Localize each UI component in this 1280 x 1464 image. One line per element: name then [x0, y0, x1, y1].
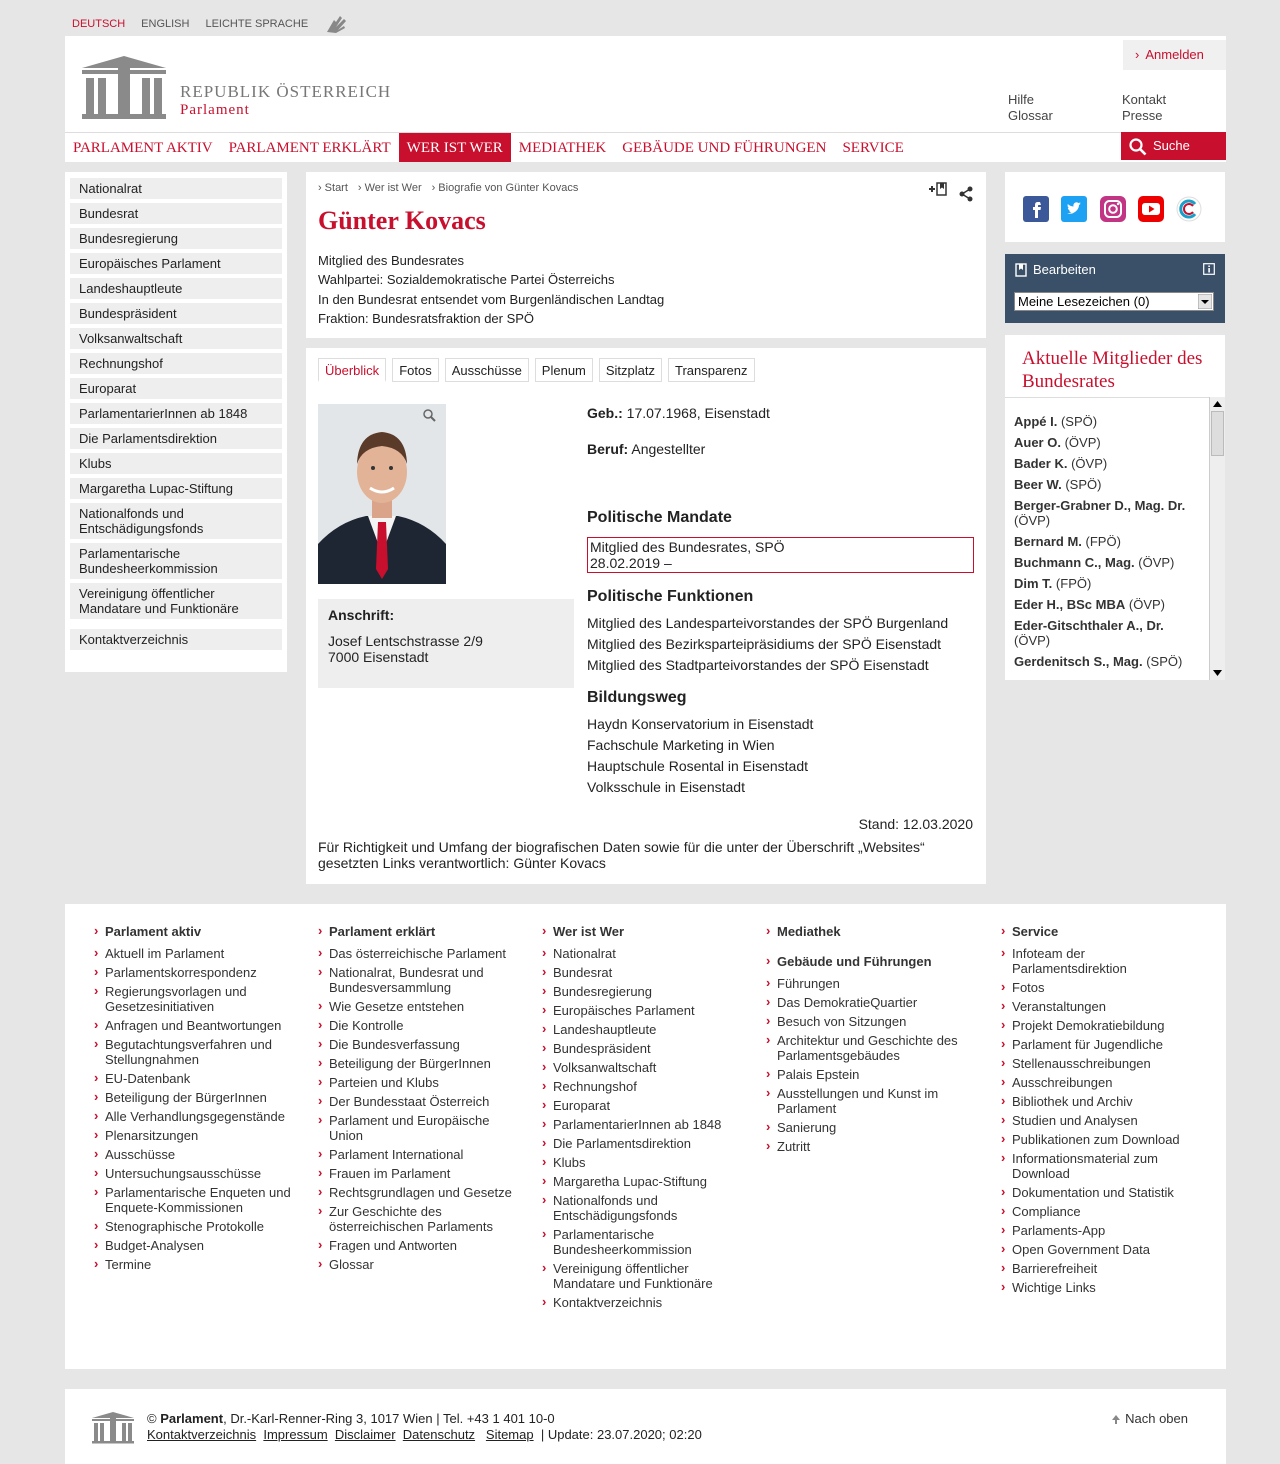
zoom-icon[interactable] — [422, 408, 436, 422]
footer-sitemap — [65, 904, 1226, 1369]
footer-link[interactable]: › Rechnungshof — [541, 1079, 741, 1094]
footer-link[interactable]: › Führungen — [765, 976, 965, 991]
lang-easy-link[interactable]: LEICHTE SPRACHE — [205, 18, 309, 30]
page-footer — [65, 1389, 1226, 1464]
leftnav-item[interactable]: Europäisches Parlament — [70, 253, 282, 274]
footer-link[interactable]: › Kontaktverzeichnis — [541, 1295, 741, 1310]
footer-link[interactable]: › Architektur und Geschichte des Parlamentsgebäudes — [765, 1033, 965, 1063]
bookmarks-select[interactable] — [1014, 292, 1214, 311]
footer-link[interactable]: › Regierungsvorlagen und Gesetzesinitiativen — [93, 984, 293, 1014]
youtube-icon[interactable] — [1138, 196, 1164, 222]
twitter-icon[interactable] — [1061, 196, 1087, 222]
nav-wer-ist-wer[interactable]: WER IST WER — [399, 133, 511, 162]
logo-parliament-text: Parlament — [180, 102, 250, 118]
members-panel — [1005, 335, 1225, 680]
parliament-logo[interactable] — [80, 54, 168, 120]
footer-link[interactable]: › Parlaments-App — [1000, 1223, 1200, 1238]
footer-link[interactable]: › Europarat — [541, 1098, 741, 1113]
person-party: Wahlpartei: Sozialdemokratische Partei Österreichs — [318, 272, 615, 287]
member-item[interactable]: Berger-Grabner D., Mag. Dr. (ÖVP) — [1014, 498, 1186, 528]
member-item[interactable]: Beer W. (SPÖ) — [1014, 477, 1102, 492]
footer-link[interactable]: › Zutritt — [765, 1139, 965, 1154]
mandate-line1: Mitglied des Bundesrates, SPÖ — [590, 539, 785, 555]
footer-link[interactable]: › Projekt Demokratiebildung — [1000, 1018, 1200, 1033]
leftnav-item[interactable]: Vereinigung öffentlicher Mandatare und Funktionäre — [70, 583, 282, 619]
nav-parlament-aktiv[interactable]: PARLAMENT AKTIV — [73, 140, 213, 156]
language-bar — [72, 14, 348, 34]
footer-link[interactable]: › Parlament für Jugendliche — [1000, 1037, 1200, 1052]
footer-link[interactable]: › Infoteam der Parlamentsdirektion — [1000, 946, 1200, 976]
footer-link-kontakt[interactable]: Kontaktverzeichnis — [147, 1427, 257, 1442]
footer-link[interactable]: › Nationalfonds und Entschädigungsfonds — [541, 1193, 741, 1223]
footer-link[interactable]: › Zur Geschichte des österreichischen Parlaments — [317, 1204, 517, 1234]
footer-link[interactable]: › Volksanwaltschaft — [541, 1060, 741, 1075]
leftnav-item[interactable]: Kontaktverzeichnis — [70, 629, 282, 650]
breadcrumb-wer-ist-wer[interactable]: › Wer ist Wer — [358, 182, 422, 194]
footer-link[interactable]: › Nationalrat, Bundesrat und Bundesversammlung — [317, 965, 517, 995]
footer-link[interactable]: › Informationsmaterial zum Download — [1000, 1151, 1200, 1181]
footer-link[interactable]: › Plenarsitzungen — [93, 1128, 293, 1143]
social-media-box — [1005, 172, 1225, 242]
footer-col-parlament-aktiv — [93, 924, 293, 1276]
member-item[interactable]: Eder H., BSc MBA (ÖVP) — [1014, 597, 1165, 612]
footer-link[interactable]: › Budget-Analysen — [93, 1238, 293, 1253]
stand-date: Stand: 12.03.2020 — [858, 816, 973, 832]
footer-link[interactable]: › Stellenausschreibungen — [1000, 1056, 1200, 1071]
footer-link[interactable]: › EU-Datenbank — [93, 1071, 293, 1086]
mandates-heading: Politische Mandate — [587, 509, 732, 526]
function-item: Mitglied des Landesparteivorstandes der SPÖ Burgenland — [587, 615, 949, 631]
scroll-down-icon[interactable] — [1212, 668, 1223, 678]
parliament-app-icon[interactable] — [1176, 196, 1202, 222]
address-street: Josef Lentschstrasse 2/9 — [328, 633, 483, 649]
footer-col-parlament-erklaert — [317, 924, 517, 1276]
footer-link-impressum[interactable]: Impressum — [263, 1427, 328, 1442]
education-heading: Bildungsweg — [587, 689, 687, 706]
member-item[interactable]: Bader K. (ÖVP) — [1014, 456, 1108, 471]
footer-link[interactable]: › Parlament International — [317, 1147, 517, 1162]
footer-link[interactable]: › Open Government Data — [1000, 1242, 1200, 1257]
leftnav-item[interactable]: Volksanwaltschaft — [70, 328, 282, 349]
function-item: Mitglied des Stadtparteivorstandes der SPÖ Eisenstadt — [587, 657, 929, 673]
leftnav-item[interactable]: ParlamentarierInnen ab 1848 — [70, 403, 282, 424]
birth-info — [587, 405, 770, 421]
nav-parlament-erklaert[interactable]: PARLAMENT ERKLÄRT — [228, 140, 391, 156]
nav-gebaeude[interactable]: GEBÄUDE UND FÜHRUNGEN — [622, 140, 827, 156]
member-item[interactable]: Appé I. (SPÖ) — [1014, 414, 1098, 429]
parliament-small-logo[interactable] — [91, 1411, 135, 1444]
footer-link[interactable]: › Glossar — [317, 1257, 517, 1272]
address-label: Anschrift: — [328, 607, 395, 623]
members-title: Aktuelle Mitglieder des Bundesrates — [1022, 348, 1203, 392]
footer-heading[interactable]: › Wer ist Wer — [541, 924, 741, 939]
share-icon[interactable] — [958, 186, 974, 202]
footer-link[interactable]: › Barrierefreiheit — [1000, 1261, 1200, 1276]
footer-link[interactable]: › Besuch von Sitzungen — [765, 1014, 965, 1029]
page-title: Günter Kovacs — [318, 206, 486, 235]
footer-link[interactable]: › Fragen und Antworten — [317, 1238, 517, 1253]
arrow-up-icon — [1111, 1413, 1121, 1425]
leftnav-item[interactable]: Nationalrat — [70, 178, 282, 199]
footer-link[interactable]: › Dokumentation und Statistik — [1000, 1185, 1200, 1200]
leftnav-item[interactable]: Bundesregierung — [70, 228, 282, 249]
main-navigation — [65, 132, 1226, 162]
footer-link[interactable]: › Klubs — [541, 1155, 741, 1170]
footer-link[interactable]: › Ausschüsse — [93, 1147, 293, 1162]
member-item[interactable]: Bernard M. (FPÖ) — [1014, 534, 1121, 549]
members-list[interactable] — [1005, 397, 1225, 680]
address-box — [318, 599, 574, 688]
footer-link[interactable]: › Die Bundesverfassung — [317, 1037, 517, 1052]
leftnav-item[interactable]: Landeshauptleute — [70, 278, 282, 299]
footer-link[interactable]: › Vereinigung öffentlicher Mandatare und Funktionäre — [541, 1261, 741, 1291]
footer-heading[interactable]: › Mediathek — [765, 924, 965, 939]
portrait-image — [318, 404, 446, 584]
leftnav-item[interactable]: Die Parlamentsdirektion — [70, 428, 282, 449]
footer-link[interactable]: › Das österreichische Parlament — [317, 946, 517, 961]
members-scrollbar[interactable] — [1209, 397, 1225, 680]
tab-plenum[interactable]: Plenum — [535, 358, 593, 382]
footer-link-datenschutz[interactable]: Datenschutz — [402, 1427, 476, 1442]
bookmarks-panel — [1005, 254, 1225, 323]
sign-language-icon[interactable] — [324, 14, 348, 34]
footer-link[interactable]: › Aktuell im Parlament — [93, 946, 293, 961]
footer-address: , Dr.-Karl-Renner-Ring 3, 1017 Wien | Tel. +43 1 401 10-0 — [223, 1411, 555, 1426]
bookmark-add-icon[interactable] — [928, 180, 948, 198]
press-link[interactable]: Presse — [1122, 108, 1163, 123]
member-item[interactable]: Eder-Gitschthaler A., Dr. (ÖVP) — [1014, 618, 1164, 648]
nav-mediathek[interactable]: MEDIATHEK — [518, 140, 607, 156]
footer-heading[interactable]: › Service — [1000, 924, 1200, 939]
footer-link[interactable]: › Rechtsgrundlagen und Gesetze — [317, 1185, 517, 1200]
footer-link[interactable]: › Publikationen zum Download — [1000, 1132, 1200, 1147]
scroll-up-icon[interactable] — [1212, 399, 1223, 409]
footer-update: | Update: 23.07.2020; 02:20 — [540, 1427, 702, 1442]
footer-link[interactable]: › Parlamentskorrespondenz — [93, 965, 293, 980]
footer-link[interactable]: › Wichtige Links — [1000, 1280, 1200, 1295]
footer-link[interactable]: › Studien und Analysen — [1000, 1113, 1200, 1128]
job-label: Beruf: — [587, 441, 629, 457]
leftnav-item[interactable]: Parlamentarische Bundesheerkommission — [70, 543, 282, 579]
education-item: Hauptschule Rosental in Eisenstadt — [587, 758, 809, 774]
footer-link[interactable]: › Das DemokratieQuartier — [765, 995, 965, 1010]
footer-org: Parlament — [160, 1411, 224, 1426]
footer-link[interactable]: › Wie Gesetze entstehen — [317, 999, 517, 1014]
tab-sitzplatz[interactable]: Sitzplatz — [599, 358, 662, 382]
footer-col-wer-ist-wer — [541, 924, 741, 1314]
leftnav-item[interactable]: Bundespräsident — [70, 303, 282, 324]
lang-english-link[interactable]: ENGLISH — [141, 18, 190, 30]
instagram-icon[interactable] — [1100, 196, 1126, 222]
tab-transparenz[interactable]: Transparenz — [668, 358, 755, 382]
member-item[interactable]: Auer O. (ÖVP) — [1014, 435, 1101, 450]
footer-link[interactable]: › Parlament und Europäische Union — [317, 1113, 517, 1143]
job-value: Angestellter — [631, 441, 706, 457]
back-to-top-label: Nach oben — [1125, 1411, 1188, 1426]
footer-link[interactable]: › Compliance — [1000, 1204, 1200, 1219]
site-header — [65, 36, 1226, 162]
tab-ausschuesse[interactable]: Ausschüsse — [445, 358, 529, 382]
nav-service[interactable]: SERVICE — [842, 140, 904, 156]
footer-link[interactable]: › Sanierung — [765, 1120, 965, 1135]
footer-link[interactable]: › Bibliothek und Archiv — [1000, 1094, 1200, 1109]
footer-link[interactable]: › Der Bundesstaat Österreich — [317, 1094, 517, 1109]
info-icon[interactable] — [1203, 263, 1215, 275]
search-icon — [1129, 138, 1147, 156]
footer-contact-line: © Parlament, Dr.-Karl-Renner-Ring 3, 1017 Wien | Tel. +43 1 401 10-0 — [147, 1411, 555, 1426]
footer-link[interactable]: › Parteien und Klubs — [317, 1075, 517, 1090]
breadcrumb-current: › Biografie von Günter Kovacs — [432, 182, 579, 194]
search-button[interactable] — [1121, 132, 1226, 160]
logo-republic-text: REPUBLIK ÖSTERREICH — [180, 82, 392, 101]
footer-col-service — [1000, 924, 1200, 1299]
member-item[interactable]: Gerdenitsch S., Mag. (SPÖ) — [1014, 654, 1183, 669]
footer-link[interactable]: › Parlamentarische Bundesheerkommission — [541, 1227, 741, 1257]
footer-link-disclaimer[interactable]: Disclaimer — [334, 1427, 396, 1442]
footer-heading[interactable]: › Parlament erklärt — [317, 924, 517, 939]
contact-link[interactable]: Kontakt — [1122, 92, 1167, 107]
tab-bar — [318, 358, 761, 382]
footer-link[interactable]: › Bundespräsident — [541, 1041, 741, 1056]
footer-link[interactable]: › Stenographische Protokolle — [93, 1219, 293, 1234]
footer-link[interactable]: › Beteiligung der BürgerInnen — [317, 1056, 517, 1071]
education-item: Volksschule in Eisenstadt — [587, 779, 745, 795]
footer-link[interactable]: › Bundesrat — [541, 965, 741, 980]
biography-content — [306, 348, 986, 884]
footer-link[interactable]: › Ausstellungen und Kunst im Parlament — [765, 1086, 965, 1116]
footer-link[interactable]: › Termine — [93, 1257, 293, 1272]
member-item[interactable]: Buchmann C., Mag. (ÖVP) — [1014, 555, 1175, 570]
footer-link[interactable]: › ParlamentarierInnen ab 1848 — [541, 1117, 741, 1132]
breadcrumb-start[interactable]: › Start — [318, 182, 348, 194]
back-to-top-link[interactable] — [1111, 1411, 1188, 1426]
job-info — [587, 441, 705, 457]
footer-heading[interactable]: › Parlament aktiv — [93, 924, 293, 939]
footer-link[interactable]: › Fotos — [1000, 980, 1200, 995]
leftnav-item[interactable]: Klubs — [70, 453, 282, 474]
glossary-link[interactable]: Glossar — [1008, 108, 1053, 123]
footer-link[interactable]: › Die Kontrolle — [317, 1018, 517, 1033]
birth-label: Geb.: — [587, 405, 623, 421]
leftnav-item[interactable]: Nationalfonds und Entschädigungsfonds — [70, 503, 282, 539]
disclaimer-text: Für Richtigkeit und Umfang der biografischen Daten sowie für die unter der Überschrift „Websites“ gesetzten Links verantwortlich: Günter Kovacs — [318, 839, 925, 871]
footer-link[interactable]: › Anfragen und Beantwortungen — [93, 1018, 293, 1033]
help-link[interactable]: Hilfe — [1008, 92, 1035, 107]
bookmarks-select-value: Meine Lesezeichen (0) — [1018, 294, 1150, 309]
footer-link[interactable]: › Untersuchungsausschüsse — [93, 1166, 293, 1181]
bearbeiten-label[interactable]: Bearbeiten — [1033, 262, 1096, 277]
tab-fotos[interactable]: Fotos — [392, 358, 439, 382]
functions-heading: Politische Funktionen — [587, 588, 754, 605]
footer-link[interactable]: › Begutachtungsverfahren und Stellungnahmen — [93, 1037, 293, 1067]
footer-links — [147, 1427, 702, 1442]
mandate-box — [587, 537, 974, 573]
person-role: Mitglied des Bundesrates — [318, 253, 464, 268]
person-fraction: Fraktion: Bundesratsfraktion der SPÖ — [318, 311, 535, 326]
lang-german-link[interactable]: DEUTSCH — [72, 18, 126, 30]
education-item: Fachschule Marketing in Wien — [587, 737, 775, 753]
left-navigation — [65, 172, 287, 672]
footer-link[interactable]: › Bundesregierung — [541, 984, 741, 999]
leftnav-item[interactable]: Margaretha Lupac-Stiftung — [70, 478, 282, 499]
footer-link[interactable]: › Landeshauptleute — [541, 1022, 741, 1037]
address-city: 7000 Eisenstadt — [328, 649, 429, 665]
bookmark-icon — [1015, 263, 1027, 277]
footer-link[interactable]: › Palais Epstein — [765, 1067, 965, 1082]
footer-link[interactable]: › Europäisches Parlament — [541, 1003, 741, 1018]
footer-link[interactable]: › Beteiligung der BürgerInnen — [93, 1090, 293, 1105]
chevron-down-icon — [1198, 294, 1212, 309]
member-item[interactable]: Dim T. (FPÖ) — [1014, 576, 1092, 591]
footer-link[interactable]: › Nationalrat — [541, 946, 741, 961]
footer-col-mediathek — [765, 924, 965, 1158]
tab-ueberblick[interactable]: Überblick — [318, 358, 386, 382]
login-button[interactable]: › Anmelden — [1123, 40, 1226, 70]
footer-link[interactable]: › Ausschreibungen — [1000, 1075, 1200, 1090]
biography-header — [306, 172, 986, 338]
mandate-line2: 28.02.2019 – — [590, 555, 672, 571]
footer-link[interactable]: › Alle Verhandlungsgegenstände — [93, 1109, 293, 1124]
footer-link[interactable]: › Parlamentarische Enqueten und Enquete-Kommissionen — [93, 1185, 293, 1215]
person-sent-by: In den Bundesrat entsendet vom Burgenländischen Landtag — [318, 292, 665, 307]
portrait-photo[interactable] — [318, 404, 446, 584]
search-label: Suche — [1153, 138, 1190, 153]
footer-heading[interactable]: › Gebäude und Führungen — [765, 954, 965, 969]
breadcrumb — [318, 182, 588, 194]
footer-link-sitemap[interactable]: Sitemap — [485, 1427, 534, 1442]
facebook-icon[interactable] — [1023, 196, 1049, 222]
footer-link[interactable]: › Margaretha Lupac-Stiftung — [541, 1174, 741, 1189]
education-item: Haydn Konservatorium in Eisenstadt — [587, 716, 814, 732]
function-item: Mitglied des Bezirksparteipräsidiums der SPÖ Eisenstadt — [587, 636, 942, 652]
footer-link[interactable]: › Veranstaltungen — [1000, 999, 1200, 1014]
scroll-thumb[interactable] — [1211, 411, 1224, 456]
leftnav-item[interactable]: Rechnungshof — [70, 353, 282, 374]
footer-link[interactable]: › Die Parlamentsdirektion — [541, 1136, 741, 1151]
leftnav-item[interactable]: Europarat — [70, 378, 282, 399]
footer-link[interactable]: › Frauen im Parlament — [317, 1166, 517, 1181]
leftnav-item[interactable]: Bundesrat — [70, 203, 282, 224]
birth-value: 17.07.1968, Eisenstadt — [626, 405, 770, 421]
